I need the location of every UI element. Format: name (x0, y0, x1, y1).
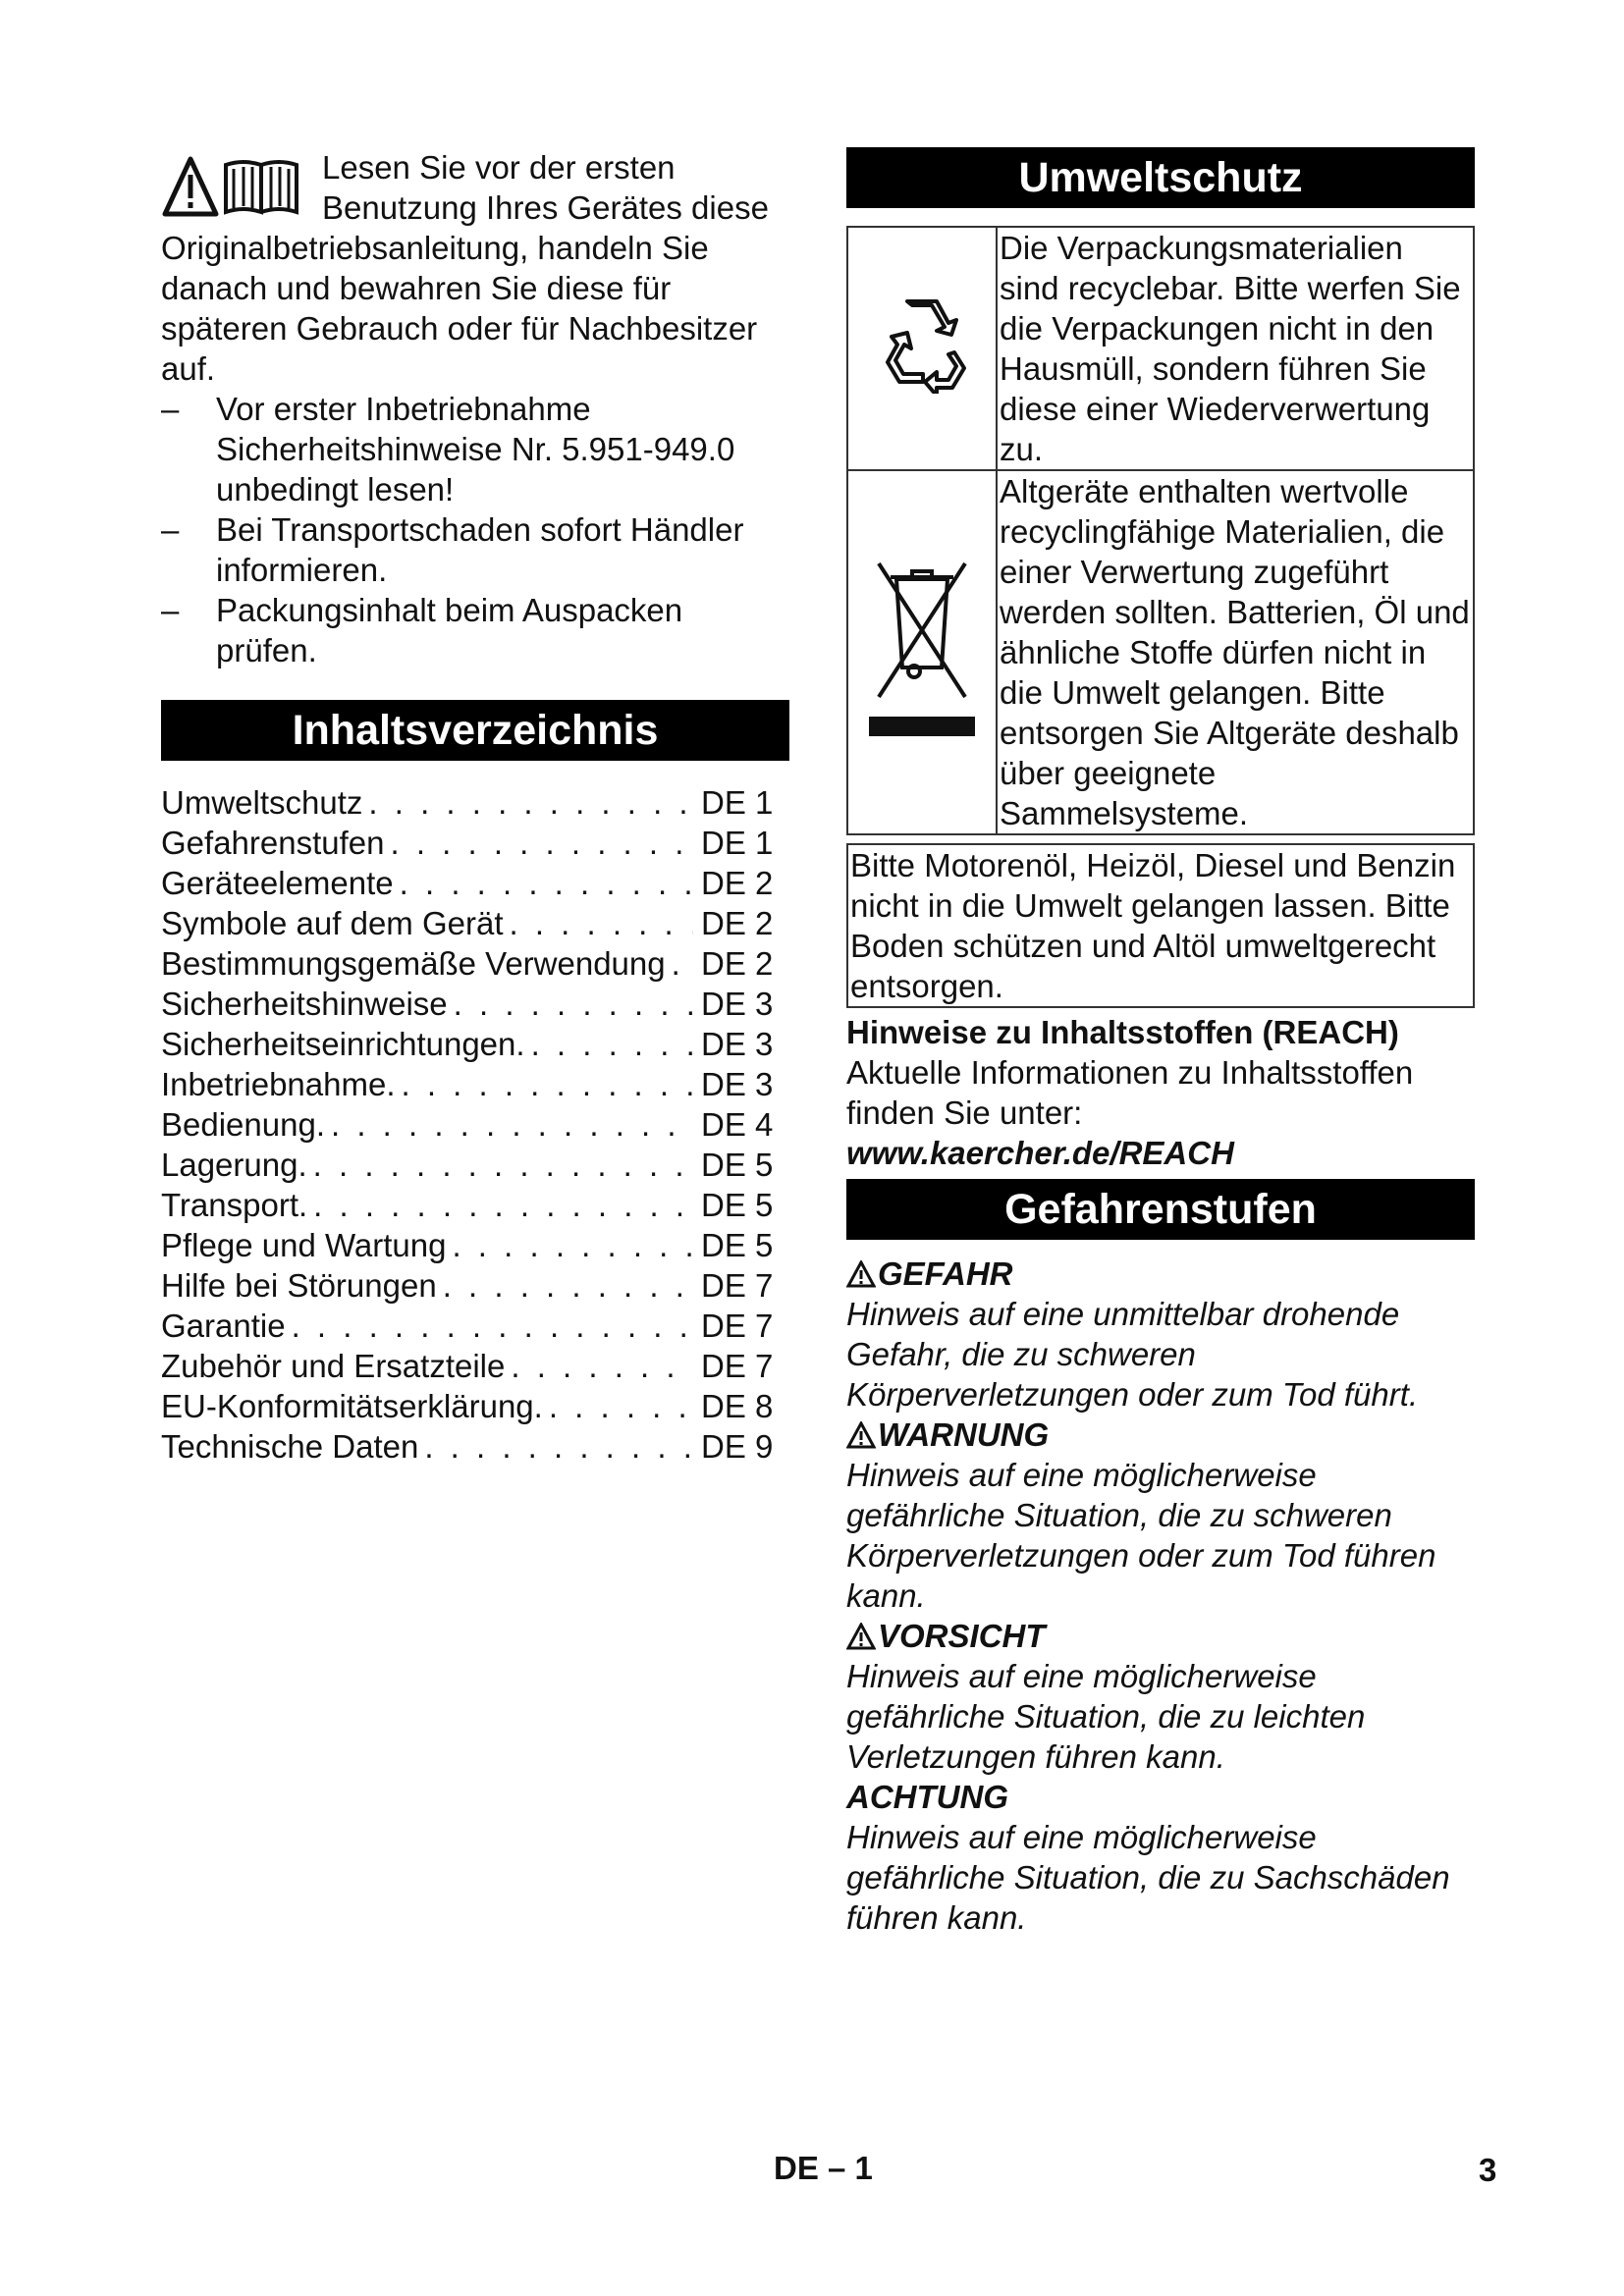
toc-entry[interactable]: Gefahrenstufen . . . DE 1 (161, 823, 789, 863)
toc-entry[interactable]: Sicherheitshinweise . . . DE 3 (161, 984, 789, 1024)
recycling-text: Die Verpackungsmaterialien sind recyclebar. Bitte werfen Sie die Verpackungen nicht in den Hausmüll, sondern führen Sie diese einer Wiederverwertung zu. (997, 227, 1474, 470)
hazard-level-title: WARNUNG (846, 1415, 1475, 1455)
toc-heading: Inhaltsverzeichnis (161, 700, 789, 761)
hazard-level-text: Hinweis auf eine möglicherweise gefährliche Situation, die zu leichten Verletzungen führen kann. (846, 1658, 1366, 1775)
left-column (161, 147, 789, 1467)
oil-note: Bitte Motorenöl, Heizöl, Diesel und Benzin nicht in die Umwelt gelangen lassen. Bitte Boden schützen und Altöl umweltgerecht entsorgen. (846, 843, 1475, 1008)
footer-section-page: DE – 1 (774, 2150, 873, 2186)
toc-entry[interactable]: Garantie . . . DE 7 (161, 1306, 789, 1346)
environment-table (846, 226, 1475, 835)
toc-entry[interactable]: Bedienung. . . . DE 4 (161, 1104, 789, 1145)
intro (161, 147, 789, 670)
warning-icon (846, 1260, 876, 1288)
environment-heading: Umweltschutz (846, 147, 1475, 208)
toc-entry[interactable]: Symbole auf dem Gerät . . . DE 2 (161, 903, 789, 943)
footer-page-number: 3 (1479, 2152, 1497, 2188)
hazard-level-title: VORSICHT (846, 1616, 1475, 1656)
hazard-level-text: Hinweis auf eine möglicherweise gefährliche Situation, die zu schweren Körperverletzungen oder zum Tod führen kann. (846, 1457, 1436, 1614)
intro-bullets (161, 389, 789, 670)
reach-title: Hinweise zu Inhaltsstoffen (REACH) (846, 1014, 1399, 1050)
disposal-text: Altgeräte enthalten wertvolle recyclingfähige Materialien, die einer Verwertung zugeführt werden sollten. Batterien, Öl und ähnliche Stoffe dürfen nicht in die Umwelt gelangen. Bitte entsorgen Sie Altgeräte deshalb über geeignete Sammelsysteme. (997, 470, 1474, 834)
recycle-icon (878, 295, 966, 394)
intro-paragraph: Lesen Sie vor der ersten Benutzung Ihres Gerätes diese Originalbetriebsanleitung, handeln Sie danach und bewahren Sie diese für späteren Gebrauch oder für Nachbesitzer auf. (161, 149, 769, 387)
hazard-level-text: Hinweis auf eine möglicherweise gefährliche Situation, die zu Sachschäden führen kann. (846, 1819, 1450, 1936)
toc-entry[interactable]: Lagerung. . . . DE 5 (161, 1145, 789, 1185)
list-item: – Vor erster Inbetriebnahme Sicherheitshinweise Nr. 5.951-949.0 unbedingt lesen! (161, 391, 735, 507)
crossed-bin-icon (863, 550, 981, 746)
reach-text: Aktuelle Informationen zu Inhaltsstoffen finden Sie unter: (846, 1054, 1414, 1131)
toc-entry[interactable]: EU-Konformitätserklärung. . . . DE 8 (161, 1386, 789, 1426)
toc-entry[interactable]: Sicherheitseinrichtungen. . . . DE 3 (161, 1024, 789, 1064)
hazard-level-text: Hinweis auf eine unmittelbar drohende Gefahr, die zu schweren Körperverletzungen oder zum Tod führt. (846, 1296, 1419, 1413)
right-column (846, 147, 1475, 1938)
warning-icon (846, 1421, 876, 1449)
warning-manual-icon (161, 155, 310, 220)
table-of-contents (161, 782, 789, 1467)
toc-entry[interactable]: Transport. . . . DE 5 (161, 1185, 789, 1225)
list-item: – Bei Transportschaden sofort Händler informieren. (161, 511, 744, 588)
toc-entry[interactable]: Umweltschutz . . . DE 1 (161, 782, 789, 823)
hazard-level-title: ACHTUNG (846, 1779, 1008, 1815)
toc-entry[interactable]: Inbetriebnahme. . . . DE 3 (161, 1064, 789, 1104)
toc-entry[interactable]: Zubehör und Ersatzteile . . . DE 7 (161, 1346, 789, 1386)
disposal-icon-cell (847, 470, 997, 834)
list-item: – Packungsinhalt beim Auspacken prüfen. (161, 592, 683, 668)
reach-link[interactable]: www.kaercher.de/REACH (846, 1135, 1234, 1171)
recycle-icon-cell (847, 227, 997, 470)
toc-entry[interactable]: Hilfe bei Störungen . . . DE 7 (161, 1265, 789, 1306)
toc-entry[interactable]: Bestimmungsgemäße Verwendung . . . DE 2 (161, 943, 789, 984)
hazard-level-title: GEFAHR (846, 1254, 1475, 1294)
toc-entry[interactable]: Technische Daten . . . DE 9 (161, 1426, 789, 1467)
toc-entry[interactable]: Geräteelemente . . . DE 2 (161, 863, 789, 903)
warning-icon (846, 1623, 876, 1650)
hazard-heading: Gefahrenstufen (846, 1179, 1475, 1240)
toc-entry[interactable]: Pflege und Wartung . . . DE 5 (161, 1225, 789, 1265)
hazard-levels (846, 1254, 1475, 1938)
